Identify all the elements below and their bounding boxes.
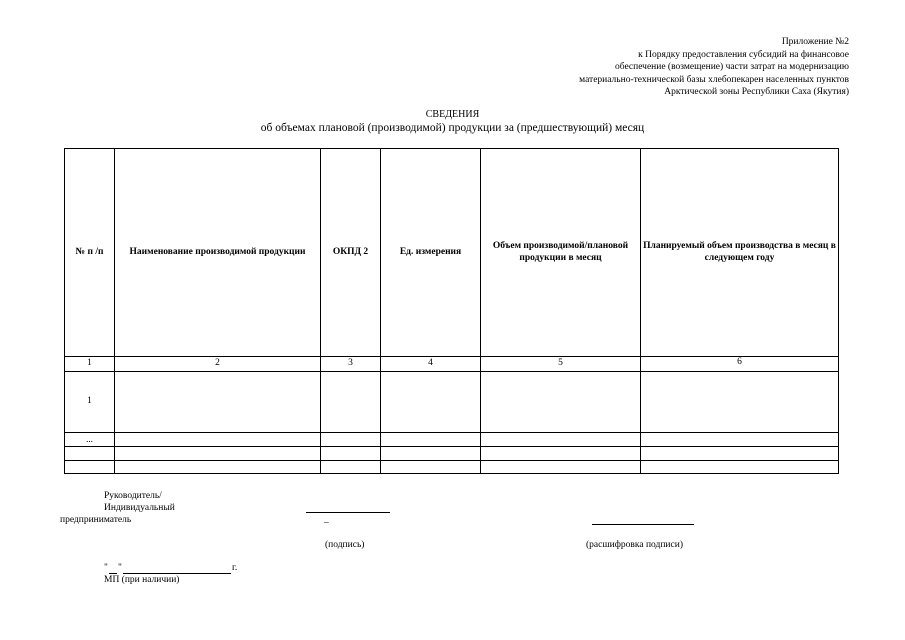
table-row	[65, 372, 839, 433]
appendix-line: Приложение №2	[781, 37, 849, 47]
table-cell	[481, 461, 641, 474]
appendix-line: Арктической зоны Республики Саха (Якутия)	[664, 87, 849, 98]
production-volume-table	[64, 148, 839, 474]
table-cell	[115, 372, 321, 433]
column-number-cell: 4	[381, 357, 481, 372]
signature-dash: –	[324, 518, 329, 528]
header-cell-unit: Ед. измерения	[381, 149, 481, 357]
table-header-row	[65, 149, 839, 357]
table-cell	[641, 433, 839, 447]
appendix-line: материально-технической базы хлебопекарен населенных пунктов	[579, 74, 849, 85]
signer-role-line: Руководитель/	[104, 491, 162, 501]
table-cell	[381, 447, 481, 461]
table-row	[65, 461, 839, 474]
table-cell	[641, 447, 839, 461]
signature-caption: (подпись)	[325, 540, 365, 550]
column-number-cell: 3	[321, 357, 381, 372]
table-cell	[481, 433, 641, 447]
table-cell	[115, 447, 321, 461]
table-cell	[381, 372, 481, 433]
table-cell	[115, 461, 321, 474]
signer-role-line: Индивидуальный	[104, 503, 175, 513]
signature-decode-line	[592, 524, 694, 525]
header-cell-monthly-volume: Объем производимой/плановой продукции в месяц	[481, 149, 641, 357]
appendix-line: к Порядку предоставления субсидий на финансовое	[638, 49, 849, 60]
table-cell: ...	[65, 433, 115, 447]
signature-line	[306, 512, 390, 513]
header-cell-planned-volume: Планируемый объем производства в месяц в следующем году	[641, 149, 839, 357]
column-number-cell: 6	[641, 357, 839, 372]
table-cell	[641, 372, 839, 433]
date-quote-close: "	[118, 563, 122, 573]
table-cell: 1	[65, 372, 115, 433]
column-number-cell: 5	[481, 357, 641, 372]
header-cell-number: № п /п	[65, 149, 115, 357]
table-cell	[481, 372, 641, 433]
table-cell	[115, 433, 321, 447]
document-title: СВЕДЕНИЯ	[425, 109, 480, 120]
table-cell	[321, 447, 381, 461]
table-cell	[641, 461, 839, 474]
table-cell	[321, 461, 381, 474]
table-row	[65, 433, 839, 447]
column-number-cell: 2	[115, 357, 321, 372]
date-quote-open: "	[104, 563, 108, 573]
header-cell-okpd2: ОКПД 2	[321, 149, 381, 357]
table-cell	[381, 461, 481, 474]
date-year-suffix: г.	[232, 563, 238, 573]
header-cell-product-name: Наименование производимой продукции	[115, 149, 321, 357]
table-cell	[381, 433, 481, 447]
table-cell	[321, 433, 381, 447]
signature-decode-caption: (расшифровка подписи)	[586, 540, 683, 550]
stamp-note: МП (при наличии)	[104, 575, 180, 585]
signer-role-line: предприниматель	[60, 515, 132, 525]
table-cell	[481, 447, 641, 461]
table-row	[65, 447, 839, 461]
document-subtitle: об объемах плановой (производимой) продукции за (предшествующий) месяц	[260, 122, 645, 134]
column-number-row	[65, 357, 839, 372]
appendix-block	[429, 36, 849, 99]
appendix-line: обеспечение (возмещение) части затрат на модернизацию	[614, 62, 849, 73]
table-cell	[321, 372, 381, 433]
table-cell	[65, 461, 115, 474]
column-number-cell: 1	[65, 357, 115, 372]
table-cell	[65, 447, 115, 461]
